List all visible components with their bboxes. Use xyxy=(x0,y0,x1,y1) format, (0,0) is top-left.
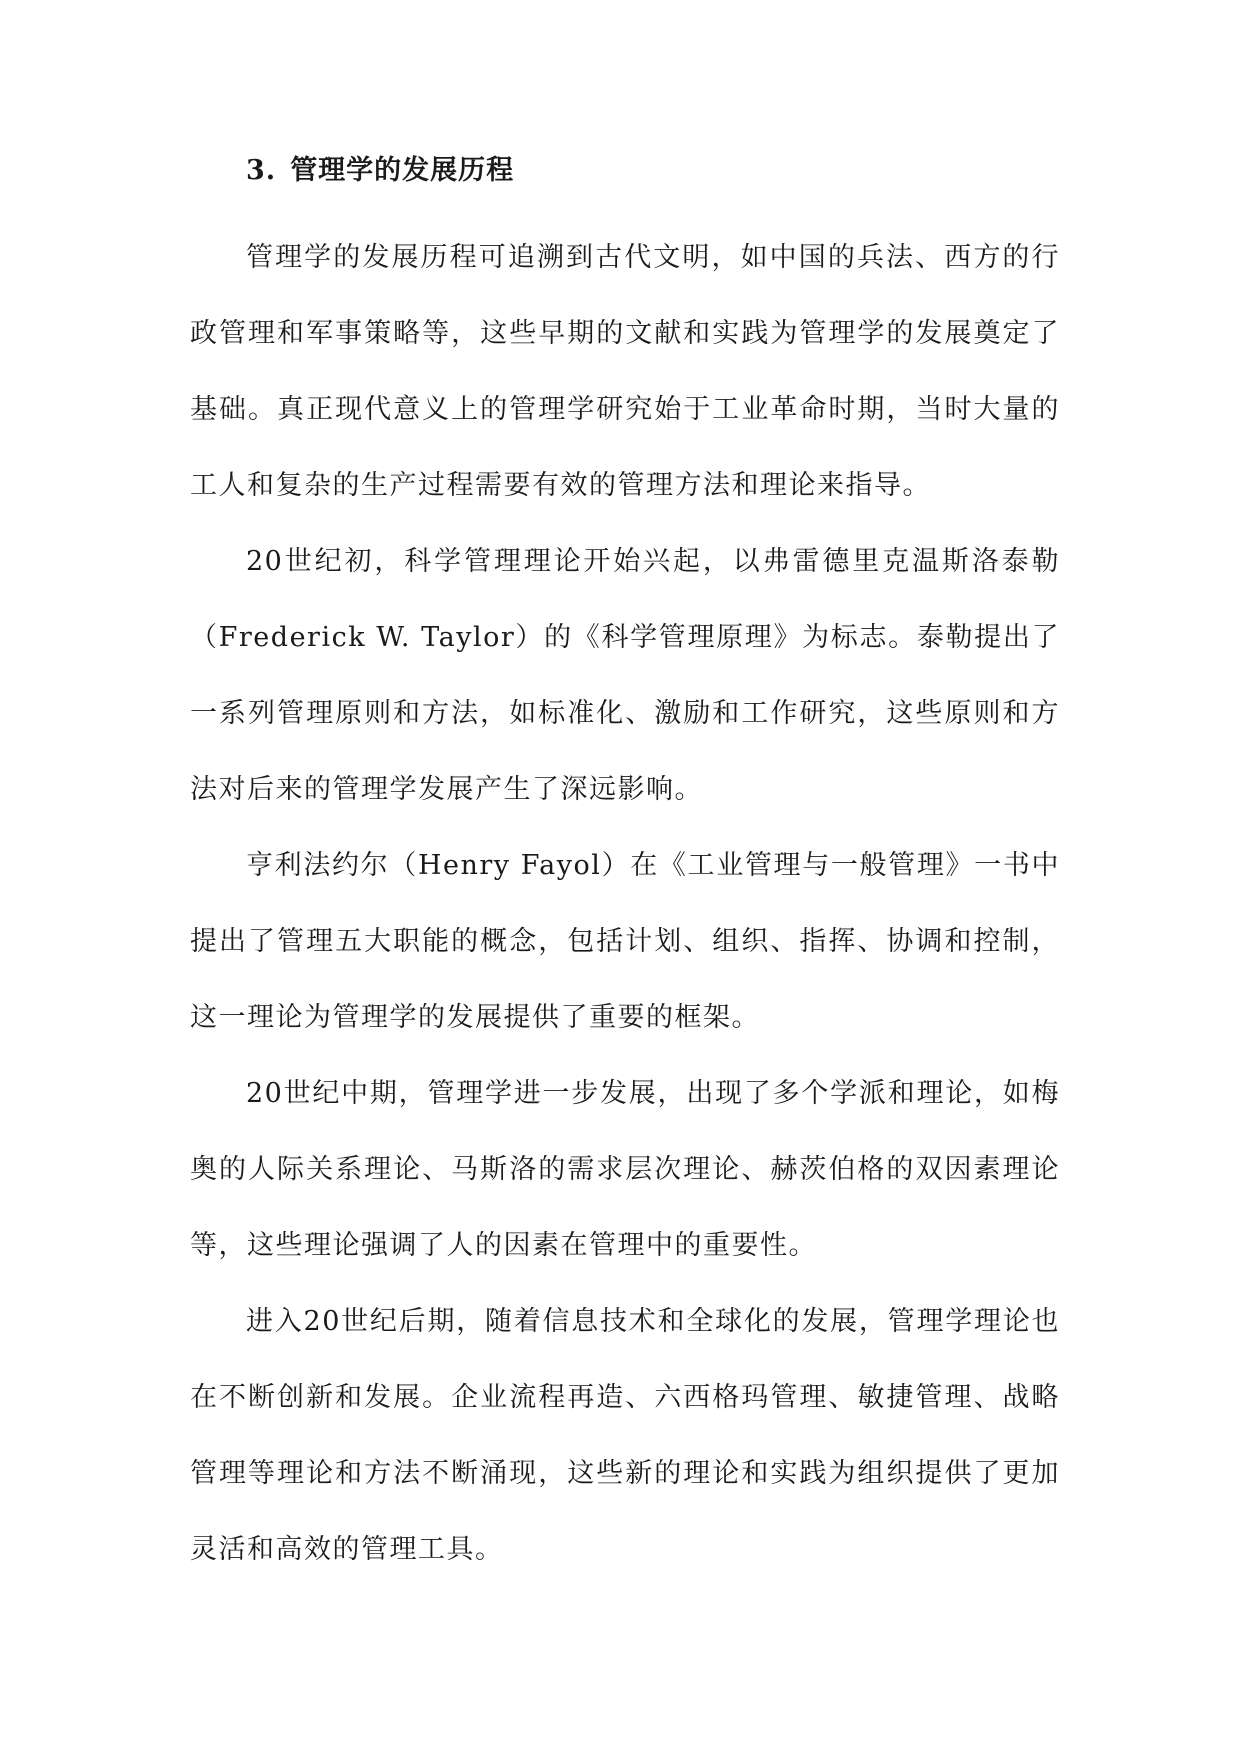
paragraph-late-century: 进入20世纪后期，随着信息技术和全球化的发展，管理学理论也在不断创新和发展。企业流程再造、六西格玛管理、敏捷管理、战略管理等理论和方法不断涌现，这些新的理论和实践为组织提供了更加灵活和高效的管理工具。 xyxy=(190,1306,1060,1565)
paragraph-origins: 管理学的发展历程可追溯到古代文明，如中国的兵法、西方的行政管理和军事策略等，这些早期的文献和实践为管理学的发展奠定了基础。真正现代意义上的管理学研究始于工业革命时期，当时大量的工人和复杂的生产过程需要有效的管理方法和理论来指导。 xyxy=(190,242,1060,501)
section-number: 3. xyxy=(246,155,277,186)
paragraph-fayol: 亨利法约尔（Henry Fayol）在《工业管理与一般管理》一书中提出了管理五大职能的概念，包括计划、组织、指挥、协调和控制，这一理论为管理学的发展提供了重要的框架。 xyxy=(190,850,1060,1033)
section-title: 管理学的发展历程 xyxy=(290,155,515,186)
section-heading xyxy=(246,148,1060,194)
paragraph-mid-century: 20世纪中期，管理学进一步发展，出现了多个学派和理论，如梅奥的人际关系理论、马斯洛的需求层次理论、赫茨伯格的双因素理论等，这些理论强调了人的因素在管理中的重要性。 xyxy=(190,1078,1060,1261)
paragraph-scientific-management: 20世纪初，科学管理理论开始兴起，以弗雷德里克温斯洛泰勒（Frederick W. Taylor）的《科学管理原理》为标志。泰勒提出了一系列管理原则和方法，如标准化、激励和工作研究，这些原则和方法对后来的管理学发展产生了深远影响。 xyxy=(190,546,1060,805)
document-page xyxy=(190,148,1060,1588)
